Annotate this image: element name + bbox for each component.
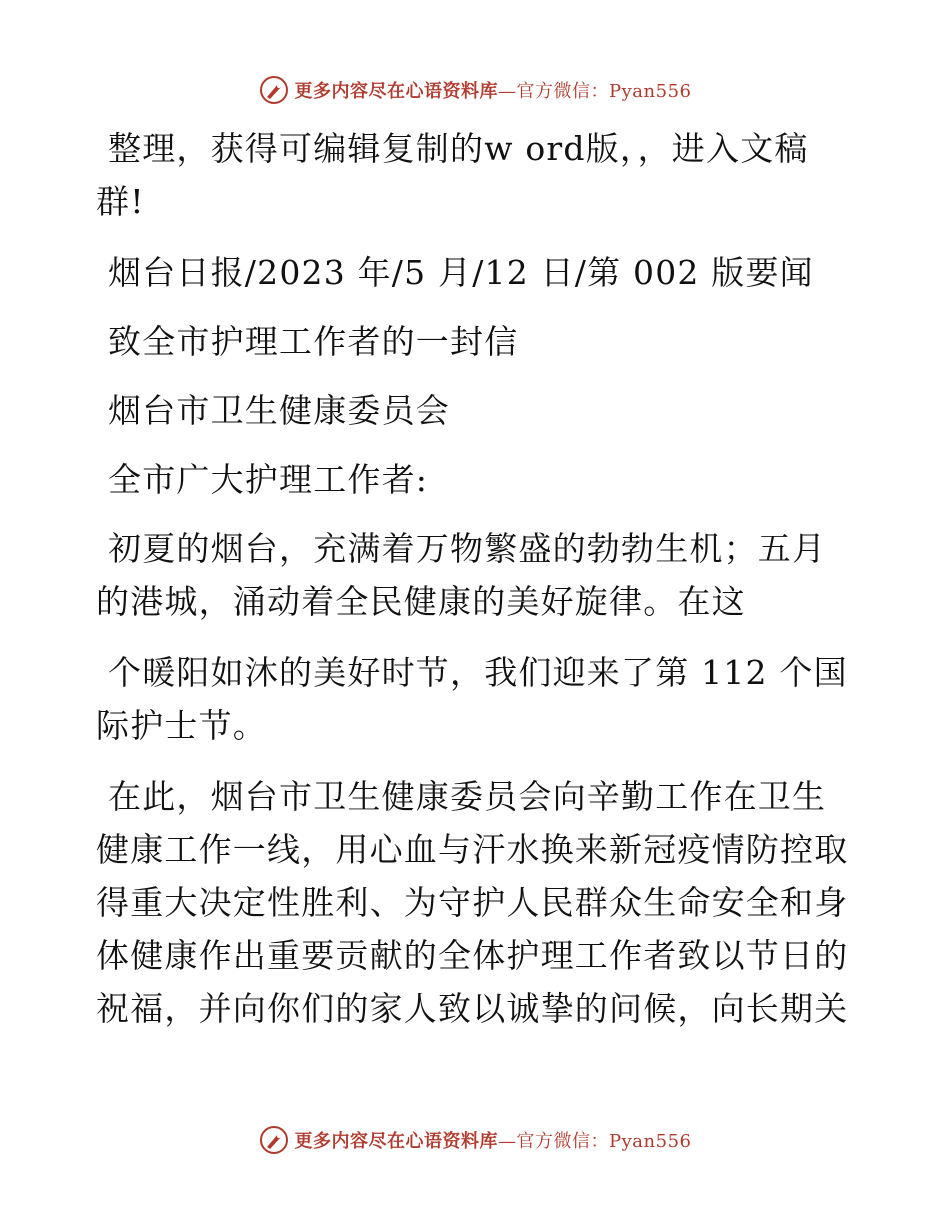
banner-title: 更多内容尽在心语资料库 (294, 1131, 499, 1152)
banner-wechat-id: Pyan556 (609, 1131, 692, 1152)
pen-nib-logo-icon (259, 1125, 289, 1155)
banner-title: 更多内容尽在心语资料库 (294, 81, 499, 102)
banner-wechat-label: —官方微信： (498, 1131, 610, 1152)
document-body (96, 122, 856, 1053)
banner-wechat-label: —官方微信： (498, 81, 610, 102)
banner-wechat-id: Pyan556 (609, 81, 692, 102)
letter-sender: 烟台市卫生健康委员会 (108, 391, 450, 430)
banner-text (295, 77, 692, 103)
header-banner (0, 70, 950, 110)
letter-salutation: 全市广大护理工作者: (108, 460, 429, 499)
paragraph-opening: 初夏的烟台，充满着万物繁盛的勃勃生机；五月的港城，涌动着全民健康的美好旋律。在这 (96, 529, 827, 621)
paragraph-intro: 整理，获得可编辑复制的w ord版，，进入文稿群! (96, 129, 809, 221)
paragraph-nurses-day: 个暖阳如沐的美好时节，我们迎来了第 112 个国际护士节。 (96, 653, 848, 745)
banner-text (295, 1127, 692, 1153)
pen-nib-logo-icon (259, 75, 289, 105)
footer-banner (0, 1120, 950, 1160)
letter-title: 致全市护理工作者的一封信 (108, 322, 519, 361)
paragraph-greetings: 在此，烟台市卫生健康委员会向辛勤工作在卫生健康工作一线，用心血与汗水换来新冠疫情防控取得重大决定性胜利、为守护人民群众生命安全和身体健康作出重要贡献的全体护理工作者致以节日的祝福，并向你们的家人致以诚挚的问候，向长期关 (96, 777, 849, 1028)
paragraph-source: 烟台日报/2023 年/5 月/12 日/第 002 版要闻 (108, 253, 814, 292)
